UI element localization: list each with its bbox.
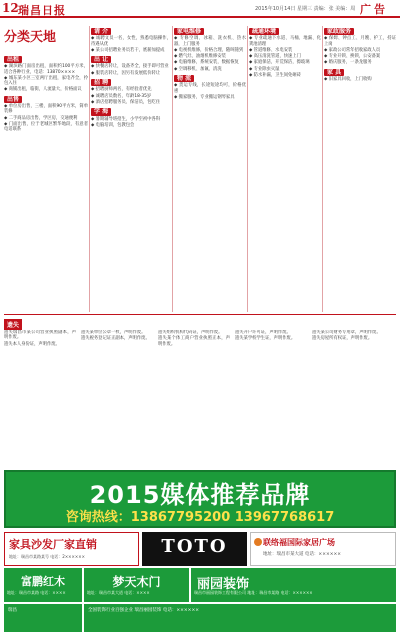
- list-item: 遗失组织机构代码证，声明作废。: [158, 330, 223, 335]
- lost-column: [312, 330, 384, 343]
- list-item: ◆ 电脑培训，包教包会: [91, 122, 135, 128]
- column-divider: [172, 26, 173, 312]
- page-header: [0, 0, 400, 18]
- lost-column: [4, 330, 76, 348]
- decoration-ad: [191, 568, 396, 602]
- section-heading: 出 让: [91, 56, 111, 63]
- list-item: 遗失本人身份证，声明作废。: [4, 341, 60, 347]
- list-item: ◆ 专业除虫灭鼠: [249, 66, 280, 72]
- plaza-ad-title: 联络福国际家居广场: [263, 538, 335, 547]
- list-item: ◆ 管道维修、水电安装: [249, 47, 293, 53]
- section-title: 广告: [360, 3, 388, 16]
- list-item: ◆ 暑期辅导班招生，小学至初中各科: [91, 116, 161, 122]
- lost-heading: 遗失: [4, 319, 22, 330]
- lost-column: [158, 330, 230, 348]
- dateline: 2015年10月14日 星期三 责编：张 美编：周: [255, 6, 356, 12]
- bottom-ad-left: [4, 604, 82, 632]
- masthead: 瑞昌日报: [18, 4, 66, 17]
- bottom-ad-right-text: 全国装饰行业百强企业 瑞昌丽园装饰 电话：××××××: [88, 608, 199, 613]
- list-item: ◆ 婚庆服务，一条龙服务: [324, 60, 372, 66]
- section-heading: 学 海: [91, 108, 111, 115]
- section-sale: [4, 94, 88, 133]
- furniture-ad-title: 富鹏红木: [21, 575, 65, 588]
- list-item: ◆ 电视机维修，价格合理，随叫随到: [174, 47, 244, 53]
- list-item: ◆ 防水补漏，卫生间免砸砖: [249, 73, 301, 79]
- section-heading: 物 流: [174, 75, 194, 82]
- column-divider: [322, 26, 323, 312]
- list-item: ◆ 招聘厨师两名，有经验者优先: [91, 87, 152, 93]
- list-item: ◆ 单位房出售，三楼，面积90平方米，简单装修: [4, 104, 88, 115]
- classifieds-column-5: [324, 26, 396, 312]
- ad-row-2: [4, 568, 396, 602]
- plaza-logo-icon: [254, 538, 262, 546]
- list-item: ◆ 货运专线，长途短途均可，价格优惠: [174, 83, 246, 94]
- sofa-ad-title: 家具沙发厂家直销: [9, 538, 97, 551]
- classifieds-column-4: [249, 26, 321, 312]
- sofa-ad-info: 地址：瑞昌市某路某号 电话：2××××××: [9, 554, 85, 559]
- door-ad: [84, 568, 189, 602]
- section-heading: 疏通环境: [249, 28, 279, 35]
- furniture-ad-info: 地址：瑞昌市某路 电话：××××: [7, 590, 66, 595]
- bottom-ad-left-text: 瑞昌: [8, 608, 17, 613]
- door-ad-title: 梦天木门: [112, 575, 161, 589]
- list-item: 遗失开户许可证，声明作废。: [235, 330, 291, 335]
- list-item: ◆ 二手商品房出售，学区房，交通便利: [4, 115, 78, 121]
- list-item: ◆ 商铺出租，临街，人流量大，价格面议: [4, 87, 82, 93]
- list-item: 遗失某单位公章一枚，声明作废。: [81, 330, 146, 335]
- classifieds-title-block: [4, 26, 88, 52]
- section-heading: 招 聘: [91, 79, 111, 86]
- list-item: ◆ 酒店招聘服务员、保洁员，包吃住: [91, 99, 161, 105]
- list-item: ◆ 搬家服务，专业搬运钢琴家具: [174, 94, 235, 100]
- list-item: ◆ 湖滨路门面房出租，面积约100平方米，适合各种行业，电话：13870××××: [4, 64, 88, 75]
- door-ad-info: 地址：瑞昌市某大道 电话：××××: [87, 590, 150, 595]
- page-number: 12: [2, 1, 19, 15]
- section-heading: 请 介: [91, 28, 111, 35]
- list-item: ◆ 保姆、钟点工、月嫂、护工，持证上岗: [324, 36, 396, 47]
- section-heading: 家电维修: [174, 28, 204, 35]
- list-item: 遗失某学校学生证，声明作废。: [235, 336, 296, 342]
- list-item: 遗失瑞昌市某公司营业执照副本，声明作废。: [4, 330, 76, 341]
- list-item: ◆ 服装店转让，因另有发展低价转让: [91, 70, 161, 76]
- lost-column: [235, 330, 307, 343]
- media-recommend-ad: [4, 470, 396, 528]
- list-item: ◆ 某公司招聘业务员若干，底薪加提成: [91, 47, 165, 53]
- classifieds-title: 分类天地: [4, 30, 57, 45]
- ad-row-1: [4, 532, 396, 566]
- list-item: ◆ 诚聘店员数名，年龄18-35岁: [91, 93, 152, 99]
- classifieds-column-3: [174, 26, 246, 312]
- list-item: 遗失房屋所有权证，声明作废。: [312, 336, 373, 342]
- list-item: ◆ 专业开锁、换锁，公安备案: [324, 54, 381, 60]
- list-item: ◆ 专修空调、冰箱、洗衣机、热水器，上门服务: [174, 36, 246, 47]
- section-heading: 家政服务: [324, 28, 354, 35]
- list-item: ◆ 电脑维修，系统安装，数据恢复: [174, 60, 239, 66]
- list-item: ◆ 高压清洗管道，快速上门: [249, 54, 301, 60]
- section-heading: 家 具: [324, 69, 344, 76]
- list-item: 遗失税务登记证正副本，声明作废。: [81, 336, 150, 342]
- toto-ad: [142, 532, 247, 566]
- column-divider: [89, 26, 90, 312]
- list-item: ◆ 旧家具回收，上门收购: [324, 77, 372, 83]
- list-item: ◆ 家政公司常年招收家政人员: [324, 47, 381, 53]
- plaza-ad-info: 地址：瑞昌市某大道 电话：××××××: [263, 552, 342, 557]
- ad-main-phone: 咨询热线：13867795200 13967768617: [65, 510, 335, 525]
- classifieds-column-1: [4, 54, 88, 304]
- list-item: ◆ 空调移机、加氟、清洗: [174, 66, 222, 72]
- list-item: ◆ 专业疏通下水道、马桶、地漏、化粪池清理: [249, 36, 321, 47]
- lost-column: [81, 330, 153, 343]
- list-item: ◆ 快餐店转让，设备齐全，接手即可营业: [91, 64, 169, 70]
- ad-row-3: [4, 604, 396, 632]
- section-heading: 出租: [4, 56, 22, 63]
- list-item: 遗失某公司财务专用章，声明作废。: [312, 330, 381, 335]
- decoration-ad-title: 丽园装饰: [197, 577, 250, 592]
- lost-notices: [4, 330, 396, 480]
- decoration-ad-info: 瑞昌市丽园装饰工程有限公司 地址：瑞昌市某路 电话：××××××: [194, 590, 313, 595]
- bottom-ad-right: [84, 604, 396, 632]
- classifieds-column-2: [91, 26, 171, 312]
- section-divider: [4, 314, 396, 315]
- section-rent: [4, 54, 88, 93]
- list-item: ◆ 燃气灶、油烟机维修安装: [174, 54, 226, 60]
- toto-logo: TOTO: [161, 536, 228, 557]
- furniture-ad: [4, 568, 82, 602]
- home-plaza-ad: [250, 532, 396, 566]
- list-item: 遗失某个体工商户营业执照正本，声明作废。: [158, 336, 230, 347]
- sofa-ad: [4, 532, 139, 566]
- ad-main-title: 2015媒体推荐品牌: [89, 481, 311, 509]
- list-item: ◆ 家庭保洁，开荒保洁，擦玻璃: [249, 60, 310, 66]
- column-divider: [247, 26, 248, 312]
- list-item: ◆ 门面出售，位于老城区繁华地段，有意者电话联系: [4, 121, 88, 133]
- list-item: ◆ 城东某小区三室两厅出租，家电齐全，拎包入住: [4, 75, 88, 87]
- section-heading: 出售: [4, 96, 22, 103]
- list-item: ◆ 诚聘文员一名，女性，熟悉电脑操作，待遇从优: [91, 36, 171, 47]
